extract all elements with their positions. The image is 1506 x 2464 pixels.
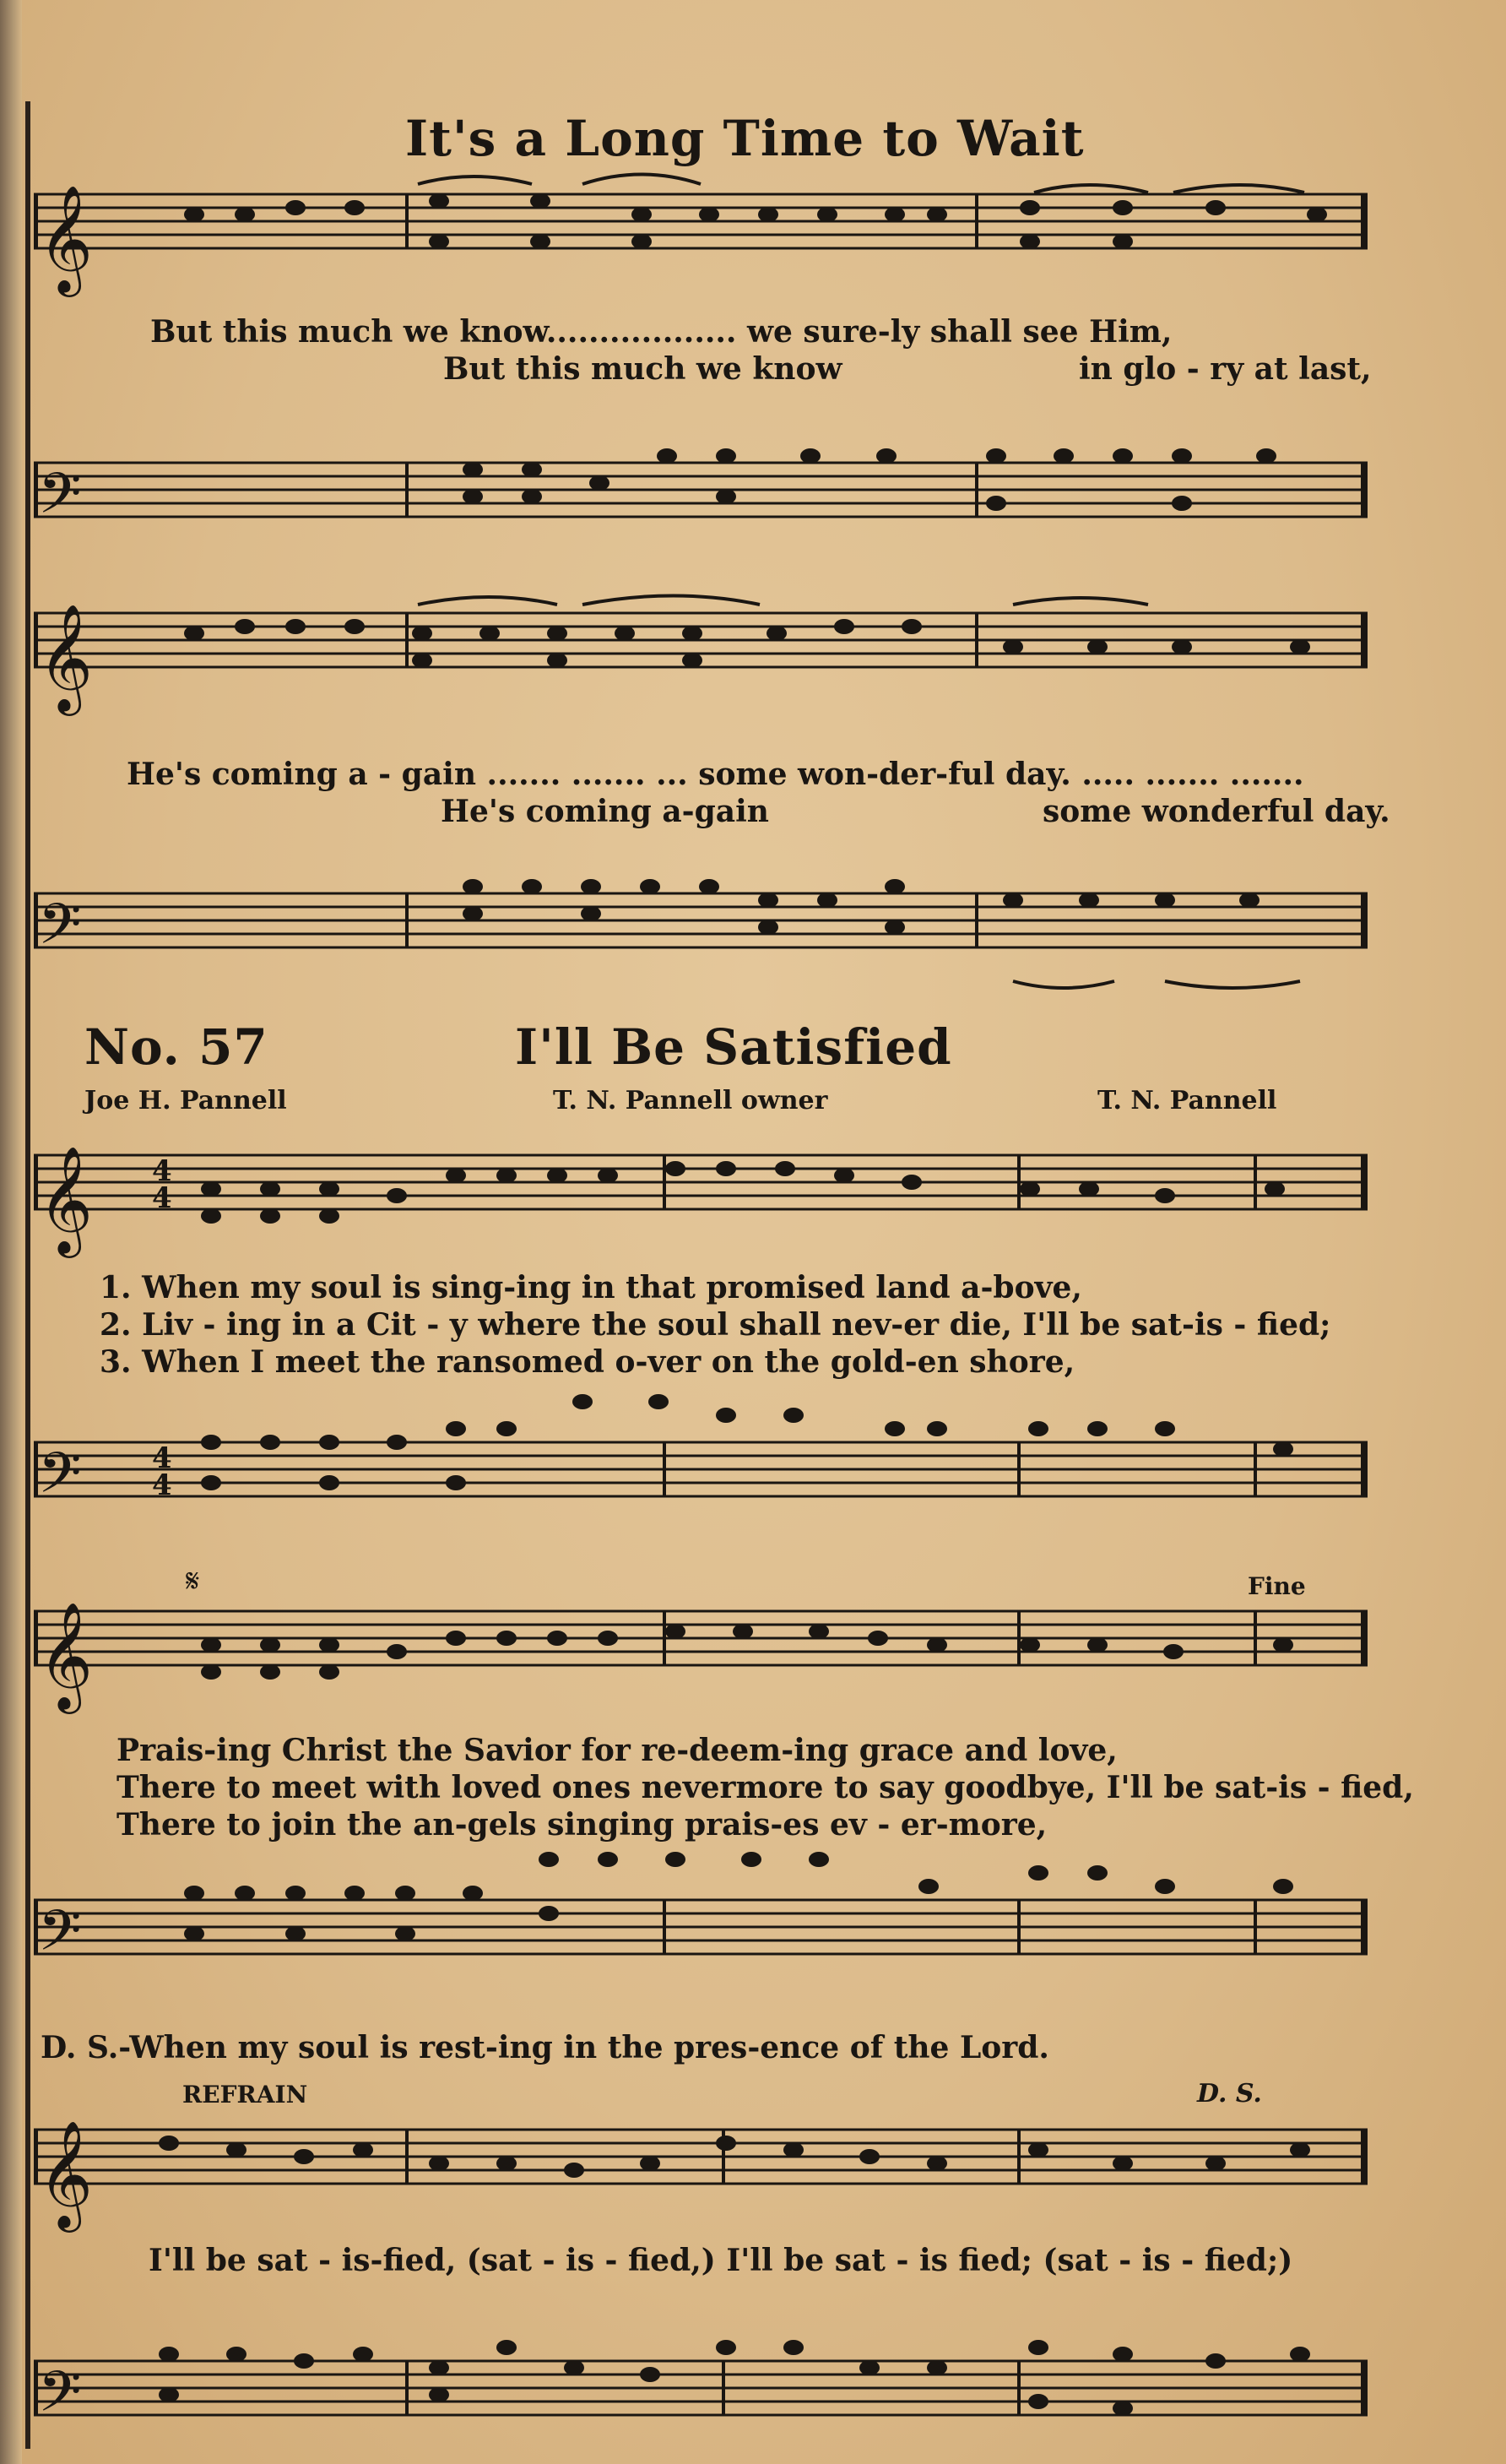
lyric-line: in glo - ry at last, [1079, 351, 1372, 387]
treble-clef-icon: 𝄞 [38, 2119, 94, 2228]
treble-clef-icon: 𝄞 [38, 184, 94, 292]
svg-text:4: 4 [152, 1181, 172, 1215]
staff-1 [34, 194, 1368, 248]
bass-clef-icon: 𝄢 [38, 1898, 82, 1977]
bass-clef-icon: 𝄢 [38, 2359, 82, 2438]
treble-clef-icon: 𝄞 [38, 1145, 94, 1253]
lyric-line: But this much we know.................. we sure-ly shall see Him, [150, 314, 1173, 350]
words-credit: Joe H. Pannell [84, 1086, 287, 1115]
song-title: I'll Be Satisfied [515, 1018, 952, 1076]
fine-label: Fine [1248, 1572, 1306, 1600]
staff-2 [34, 463, 1368, 517]
staff-8 [34, 1900, 1368, 1954]
bass-clef-icon: 𝄢 [38, 461, 82, 540]
verse-line: 1. When my soul is sing-ing in that promised land a-bove, [100, 1270, 1082, 1305]
verse-line: Prais-ing Christ the Savior for re-deem-ing grace and love, [116, 1733, 1118, 1768]
svg-text:4: 4 [152, 1154, 172, 1188]
segno-icon: 𝄋 [186, 1562, 200, 1599]
svg-text:4: 4 [152, 1441, 172, 1475]
verse-line: 2. Liv - ing in a Cit - y where the soul shall nev-er die, I'll be sat-is - fied; [100, 1307, 1331, 1343]
ds-line: D. S.-When my soul is rest-ing in the pres-ence of the Lord. [41, 2030, 1049, 2065]
refrain-lyric: I'll be sat - is-fied, (sat - is - fied,) I'll be sat - is fied; (sat - is - fied;) [149, 2243, 1293, 2278]
verse-line: There to join the an-gels singing prais-es ev - er-more, [116, 1807, 1048, 1843]
bass-clef-icon: 𝄢 [38, 892, 82, 970]
staff-6 [34, 1442, 1368, 1496]
refrain-label: REFRAIN [182, 2081, 308, 2109]
lyric-line: He's coming a-gain [441, 794, 769, 829]
ds-marker: D. S. [1197, 2079, 1262, 2109]
owner-credit: T. N. Pannell owner [553, 1086, 828, 1115]
treble-clef-icon: 𝄞 [38, 1601, 94, 1709]
bass-clef-icon: 𝄢 [38, 1441, 82, 1519]
treble-clef-icon: 𝄞 [38, 603, 94, 711]
svg-text:4: 4 [152, 1468, 172, 1502]
song-number: No. 57 [84, 1018, 268, 1076]
previous-song-title: It's a Long Time to Wait [405, 110, 1085, 167]
verse-line: There to meet with loved ones nevermore to say goodbye, I'll be sat-is - fied, [116, 1770, 1414, 1805]
verse-line: 3. When I meet the ransomed o-ver on the gold-en shore, [100, 1344, 1075, 1380]
lyric-line: He's coming a - gain ....... ....... ... some won-der-ful day. ..... ....... ....... [127, 757, 1304, 792]
music-credit: T. N. Pannell [1097, 1086, 1277, 1115]
lyric-line: some wonderful day. [1043, 794, 1390, 829]
lyric-line: But this much we know [443, 351, 842, 387]
staff-10 [34, 2361, 1368, 2415]
